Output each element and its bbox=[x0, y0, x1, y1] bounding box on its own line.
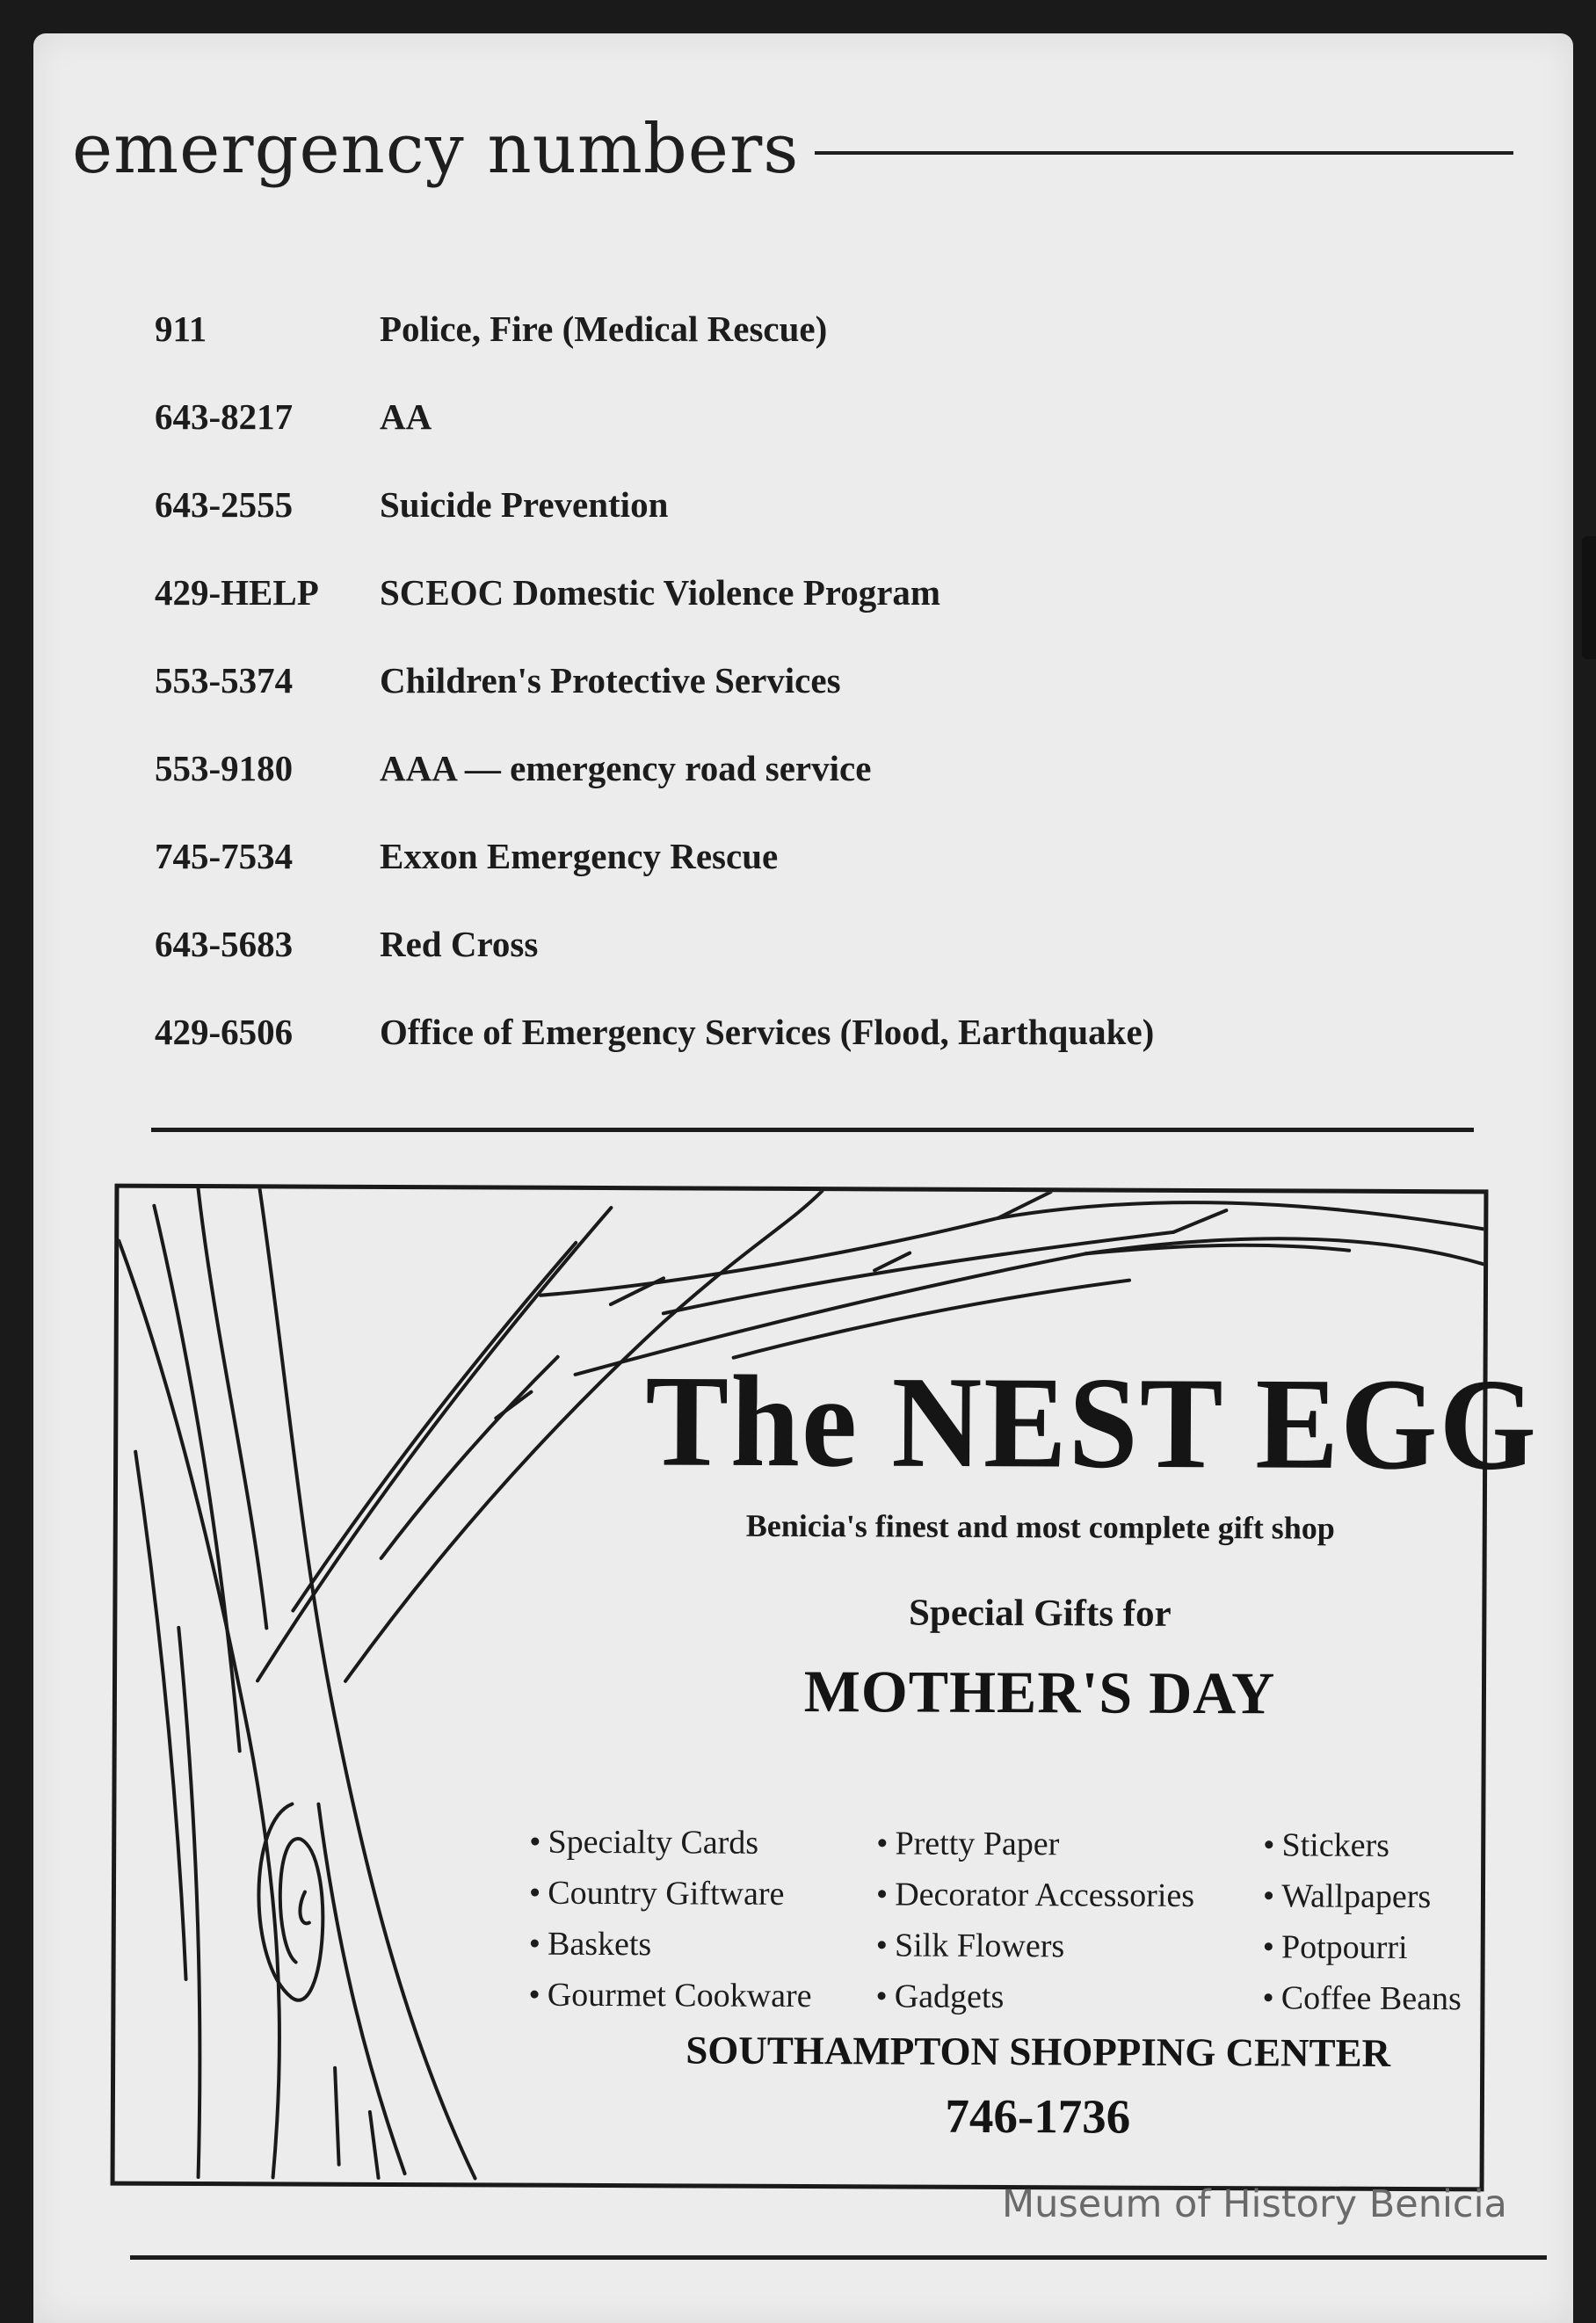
gift-item-label: Pretty Paper bbox=[895, 1825, 1060, 1863]
bullet-icon: • bbox=[528, 1925, 541, 1963]
gift-item bbox=[876, 1824, 1194, 1877]
gift-item bbox=[875, 1977, 1193, 2029]
service-name: Office of Emergency Services (Flood, Earthquake) bbox=[380, 1012, 1155, 1052]
advertisement-box bbox=[111, 1184, 1539, 2192]
gift-item-label: Wallpapers bbox=[1281, 1877, 1432, 1916]
gift-item-label: Country Giftware bbox=[548, 1874, 785, 1913]
museum-watermark: Museum of History Benicia bbox=[1002, 2182, 1507, 2226]
title-rule bbox=[815, 151, 1513, 155]
gift-item bbox=[528, 1976, 811, 2028]
phone-number: 429-HELP bbox=[155, 572, 319, 613]
section-divider bbox=[151, 1128, 1474, 1132]
phone-number: 745-7534 bbox=[155, 836, 294, 876]
ad-headline: Special Gifts for bbox=[908, 1592, 1172, 1635]
service-name: AAA — emergency road service bbox=[380, 748, 872, 788]
phone-number: 911 bbox=[155, 309, 207, 349]
gift-item bbox=[1263, 1877, 1462, 1928]
bullet-icon: • bbox=[875, 1876, 889, 1913]
service-name: AA bbox=[380, 396, 432, 437]
bullet-icon: • bbox=[529, 1823, 541, 1861]
gift-item-label: Specialty Cards bbox=[548, 1823, 759, 1862]
phone-number: 643-2555 bbox=[155, 484, 294, 525]
service-name: Exxon Emergency Rescue bbox=[380, 836, 779, 876]
contact-row bbox=[155, 396, 1473, 483]
bottom-rule bbox=[130, 2255, 1547, 2260]
shop-location: SOUTHAMPTON SHOPPING CENTER bbox=[686, 2028, 1391, 2075]
contact-row bbox=[155, 747, 1473, 835]
contact-row bbox=[155, 923, 1473, 1011]
service-name: Red Cross bbox=[380, 924, 539, 964]
shop-tagline: Benicia's finest and most complete gift shop bbox=[745, 1507, 1335, 1546]
gift-item bbox=[1263, 1826, 1462, 1877]
bullet-icon: • bbox=[1262, 1877, 1275, 1915]
bullet-icon: • bbox=[1262, 1928, 1275, 1966]
page-title: emergency numbers bbox=[72, 110, 800, 189]
service-name: Suicide Prevention bbox=[380, 484, 669, 525]
phone-number: 643-8217 bbox=[155, 396, 294, 437]
contact-row bbox=[155, 659, 1473, 747]
phone-number: 553-5374 bbox=[155, 660, 294, 701]
gift-list-column bbox=[875, 1824, 1194, 2029]
gift-item bbox=[1262, 1978, 1462, 2030]
contact-row bbox=[155, 835, 1473, 923]
gift-item-label: Baskets bbox=[547, 1925, 652, 1964]
bullet-icon: • bbox=[1263, 1826, 1275, 1864]
bullet-icon: • bbox=[875, 1978, 888, 2015]
contact-row bbox=[155, 483, 1473, 571]
gift-item-label: Decorator Accessories bbox=[895, 1876, 1195, 1914]
gift-item bbox=[1263, 1927, 1462, 1979]
contact-row bbox=[155, 1011, 1473, 1099]
section-header bbox=[72, 97, 1513, 202]
shop-phone: 746-1736 bbox=[945, 2088, 1131, 2144]
gift-item bbox=[876, 1875, 1194, 1927]
gift-item-label: Gourmet Cookware bbox=[547, 1976, 812, 2015]
bullet-icon: • bbox=[876, 1825, 889, 1862]
binding-edge bbox=[1582, 536, 1596, 659]
bullet-icon: • bbox=[528, 1874, 541, 1912]
gift-item bbox=[876, 1926, 1194, 1978]
gift-item bbox=[529, 1874, 812, 1926]
contact-row bbox=[155, 308, 1473, 396]
emergency-contact-list bbox=[155, 308, 1473, 1099]
gift-item-label: Stickers bbox=[1281, 1826, 1390, 1864]
phone-number: 429-6506 bbox=[155, 1012, 294, 1052]
service-name: Children's Protective Services bbox=[380, 660, 841, 701]
gift-item-label: Coffee Beans bbox=[1280, 1979, 1462, 2018]
gift-list-column bbox=[528, 1823, 812, 2028]
service-name: Police, Fire (Medical Rescue) bbox=[380, 309, 828, 349]
gift-item-label: Potpourri bbox=[1280, 1928, 1408, 1967]
bullet-icon: • bbox=[528, 1976, 540, 2014]
ad-occasion: MOTHER'S DAY bbox=[803, 1658, 1276, 1727]
gift-item bbox=[529, 1823, 812, 1875]
contact-row bbox=[155, 571, 1473, 659]
bullet-icon: • bbox=[1262, 1979, 1274, 2017]
gift-item-label: Silk Flowers bbox=[894, 1927, 1065, 1965]
shop-logo: The NEST EGG bbox=[644, 1347, 1539, 1498]
gift-list-column bbox=[1262, 1826, 1462, 2030]
bullet-icon: • bbox=[875, 1927, 889, 1964]
phone-number: 553-9180 bbox=[155, 748, 294, 788]
gift-item bbox=[529, 1925, 812, 1977]
phone-number: 643-5683 bbox=[155, 924, 294, 964]
service-name: SCEOC Domestic Violence Program bbox=[380, 572, 941, 613]
gift-item-label: Gadgets bbox=[894, 1978, 1005, 2016]
